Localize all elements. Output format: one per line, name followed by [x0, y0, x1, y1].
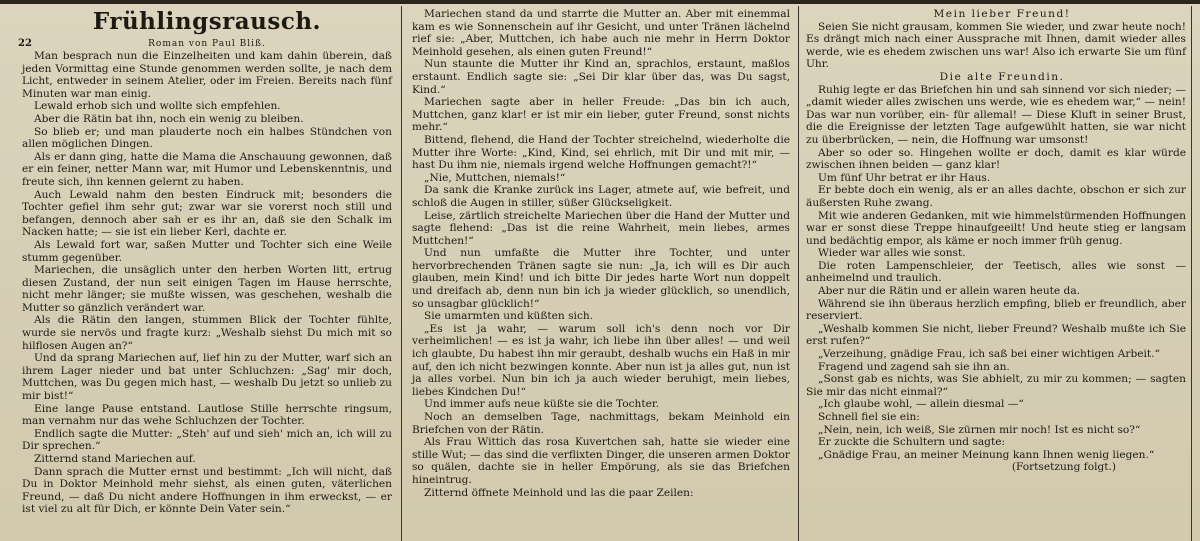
continuation-note: (Fortsetzung folgt.)	[1011, 461, 1116, 474]
letter-body: Seien Sie nicht grausam, kommen Sie wieder, und zwar heute noch! Es drängt mich nach einer Aussprache mit Ihnen, damit wieder alles werde, wie es ehedem zwischen uns war! Also ich erwarte Sie um fünf Uhr.	[806, 20, 1186, 71]
paragraph: Dann sprach die Mutter ernst und bestimmt: „Ich will nicht, daß Du in Doktor Meinhold mehr siehst, als einen guten, väterlichen Freund, — daß Du nicht andere Hoffnungen in ihm erweckst, — er ist viel zu alt für Dich, er könnte Dein Vater sein.“	[22, 465, 392, 516]
paragraph: Eine lange Pause entstand. Lautlose Stille herrschte ringsum, man vernahm nur das wehe Schluchzen der Tochter.	[22, 402, 392, 428]
paragraph: Als die Rätin den langen, stummen Blick der Tochter fühlte, wurde sie nervös und fragte kurz: „Weshalb siehst Du mich mit so hilflosen Augen an?“	[22, 314, 392, 352]
paragraph: Man besprach nun die Einzelheiten und kam dahin überein, daß jeden Vormittag eine Stunde genommen werden sollte, je nach dem Licht, entweder in seinem Atelier, oder im Freien. Bereits nach fünf Minuten war man einig.	[22, 50, 392, 100]
paragraph: Auch Lewald nahm den besten Eindruck mit; besonders die Tochter gefiel ihm sehr gut; zwar war sie vorerst noch still und befangen, dennoch aber sah er es ihr an, daß sie den Schalk im Nacken hatte; — sie ist ein lieber Kerl, dachte er.	[22, 188, 392, 239]
paragraph: „Gnädige Frau, an meiner Meinung kann Ihnen wenig liegen.“	[818, 448, 1155, 461]
byline	[18, 38, 392, 50]
paragraph: Da sank die Kranke zurück ins Lager, atmete auf, wie befreit, und schloß die Augen in stiller, süßer Glückseligkeit.	[412, 184, 790, 209]
paragraph: „Nein, nein, ich weiß, Sie zürnen mir noch! Ist es nicht so?“	[818, 423, 1141, 436]
paragraph: Und nun umfaßte die Mutter ihre Tochter, und unter hervorbrechenden Tränen sagte sie nun: „Ja, ich will es Dir auch glauben, mein Kind! und ich bitte Dir jedes harte Wort nun doppelt und dreifach ab, denn nun bin ich ja wieder glücklich, so unendlich, so unsagbar glücklich!“	[412, 247, 790, 310]
letter-salutation: Mein lieber Freund!	[933, 8, 1071, 20]
paragraph: Mariechen, die unsäglich unter den herben Worten litt, ertrug diesen Zustand, der nun seit einigen Tagen im Hause herrschte, nicht mehr länger; sie mußte wissen, was geschehen, weshalb die Mutter so gänzlich verändert war.	[22, 264, 392, 314]
paragraph: Als Frau Wittich das rosa Kuvertchen sah, hatte sie wieder eine stille Wut; — das sind die verflixten Dinger, die unseren armen Doktor so quälen, dachte sie in heller Empörung, als sie das Briefchen hineintrug.	[412, 436, 790, 486]
paragraph: Aber nur die Rätin und er allein waren heute da.	[818, 285, 1081, 298]
paragraph: Zitternd stand Mariechen auf.	[34, 453, 196, 465]
column-3	[806, 8, 1186, 537]
paragraph: Lewald erhob sich und wollte sich empfehlen.	[34, 100, 281, 113]
paragraph: So blieb er; und man plauderte noch ein halbes Stündchen von allen möglichen Dingen.	[22, 125, 392, 151]
instalment-number: 22	[18, 38, 32, 49]
paragraph: Um fünf Uhr betrat er ihr Haus.	[818, 171, 991, 184]
column-rule	[401, 6, 402, 541]
letter-signature: Die alte Freundin.	[939, 70, 1065, 83]
paragraph: Mit wie anderen Gedanken, mit wie himmelstürmenden Hoffnungen war er sonst diese Treppe hinaufgeeilt! Und heute stieg er langsam und bedächtig empor, als käme er noch immer früh genug.	[806, 209, 1186, 247]
paragraph: Bittend, flehend, die Hand der Tochter streichelnd, wiederholte die Mutter ihre Worte: „Kind, Kind, sei ehrlich, mit Dir und mit mir, — hast Du ihm nie, niemals irgend welche Hoffnungen gemacht?!“	[412, 133, 790, 172]
paragraph: Er bebte doch ein wenig, als er an alles dachte, obschon er sich zur äußersten Ruhe zwang.	[806, 184, 1186, 209]
paragraph: Endlich sagte die Mutter: „Steh' auf und sieh' mich an, ich will zu Dir sprechen.“	[22, 427, 392, 453]
paragraph: Und immer aufs neue küßte sie die Tochter.	[424, 398, 660, 411]
article-title: Frühlingsrausch.	[92, 8, 322, 35]
paragraph: „Verzeihung, gnädige Frau, ich saß bei einer wichtigen Arbeit.“	[818, 348, 1160, 361]
column-1	[18, 8, 392, 537]
paragraph: Mariechen sagte aber in heller Freude: „Das bin ich auch, Muttchen, ganz klar! er ist mir ein lieber, guter Freund, sonst nichts mehr.“	[412, 96, 790, 134]
paragraph: Noch an demselben Tage, nachmittags, bekam Meinhold ein Briefchen von der Rätin.	[412, 411, 790, 436]
byline-text: Roman von Paul Bliß.	[148, 39, 266, 49]
paragraph: Fragend und zagend sah sie ihn an.	[818, 360, 1010, 373]
paragraph: Zitternd öffnete Meinhold und las die paar Zeilen:	[424, 486, 694, 499]
paragraph: „Weshalb kommen Sie nicht, lieber Freund? Weshalb mußte ich Sie erst rufen?“	[806, 322, 1186, 348]
paragraph: Aber die Rätin bat ihn, noch ein wenig zu bleiben.	[34, 112, 304, 125]
paragraph: Mariechen stand da und starrte die Mutter an. Aber mit einemmal kam es wie Sonnenschein auf ihr Gesicht, und unter Tränen lächelnd rief sie: „Aber, Muttchen, ich habe auch nie mehr in Herrn Doktor Meinhold gesehen, als einen guten Freund!“	[412, 8, 790, 58]
paragraph: „Sonst gab es nichts, was Sie abhielt, zu mir zu kommen; — sagten Sie mir das nicht einmal?“	[806, 373, 1186, 398]
paragraph: Während sie ihn überaus herzlich empfing, blieb er freundlich, aber reserviert.	[806, 297, 1186, 323]
paragraph: Als er dann ging, hatte die Mama die Anschauung gewonnen, daß er ein feiner, netter Mann war, mit Humor und Lebenskenntnis, und freute sich, ihn kennen gelernt zu haben.	[22, 150, 392, 188]
paragraph: Sie umarmten und küßten sich.	[424, 310, 594, 323]
paragraph: „Es ist ja wahr, — warum soll ich's denn noch vor Dir verheimlichen! — es ist ja wahr, ich liebe ihn über alles! — und weil ich glaubte, Du habest ihn mir geraubt, deshalb wuchs ein Haß in mir auf, den ich nicht bezwingen konnte. Aber nun ist ja alles gut, nun ist ja alles vorbei. Nun bin ich ja auch wieder beruhigt, mein liebes, liebes Kindchen Du!“	[412, 322, 790, 398]
paragraph: Die roten Lampenschleier, der Teetisch, alles wie sonst — anheimelnd und traulich.	[806, 259, 1186, 285]
paragraph: Leise, zärtlich streichelte Mariechen über die Hand der Mutter und sagte flehend: „Das ist die reine Wahrheit, mein liebes, armes Muttchen!“	[412, 209, 790, 247]
column-2	[412, 8, 790, 537]
paragraph: Und da sprang Mariechen auf, lief hin zu der Mutter, warf sich an ihrem Lager nieder und bat unter Schluchzen: „Sag' mir doch, Muttchen, was Du gegen mich hast, — weshalb Du jetzt so unlieb zu mir bist!“	[22, 352, 392, 403]
paragraph: Wieder war alles wie sonst.	[818, 247, 966, 260]
column-rule	[798, 6, 799, 541]
paragraph: Als Lewald fort war, saßen Mutter und Tochter sich eine Weile stumm gegenüber.	[22, 238, 392, 264]
paragraph: Nun staunte die Mutter ihr Kind an, sprachlos, erstaunt, maßlos erstaunt. Endlich sagte sie: „Sei Dir klar über das, was Du sagst, Kind.“	[412, 58, 790, 96]
paragraph: Schnell fiel sie ein:	[818, 411, 920, 423]
paragraph: Ruhig legte er das Briefchen hin und sah sinnend vor sich nieder; — „damit wieder alles zwischen uns werde, wie es ehedem war,“ — nein! Das war nun vorüber, ein- für allemal! — Diese Kluft in seiner Brust, die die Ereignisse der letzten Tage aufgewühlt hatten, sie war nicht zu überbrücken, — nein, die Hoffnung war umsonst!	[806, 83, 1186, 146]
paragraph: Er zuckte die Schultern und sagte:	[818, 436, 1006, 449]
paragraph: Aber so oder so. Hingehen wollte er doch, damit es klar würde zwischen ihnen beiden — ganz klar!	[806, 146, 1186, 172]
column-rule	[1191, 6, 1192, 541]
top-rule	[0, 0, 1200, 4]
paragraph: „Nie, Muttchen, niemals!“	[424, 171, 566, 184]
paragraph: „Ich glaube wohl, — allein diesmal —“	[818, 398, 1024, 411]
